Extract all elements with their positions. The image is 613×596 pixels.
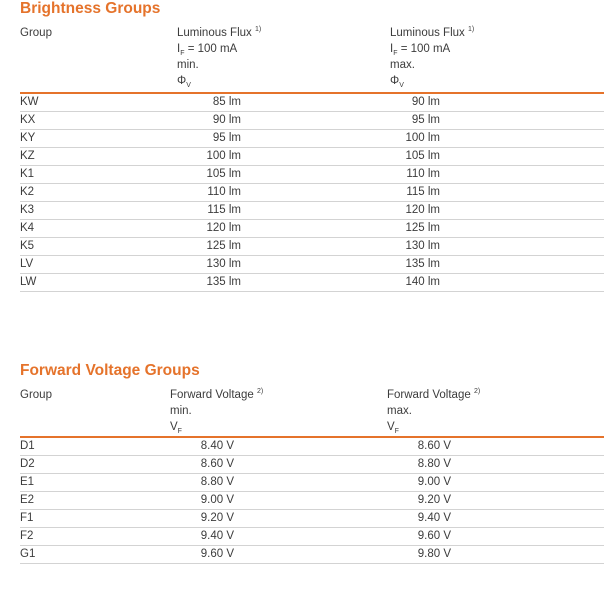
table-row: K1 105 lm 110 lm	[20, 166, 604, 184]
table-row: KW 85 lm 90 lm	[20, 94, 604, 112]
table-row: D1 8.40 V 8.60 V	[20, 438, 604, 456]
header-group: Group	[20, 27, 52, 39]
table-row: F2 9.40 V 9.60 V	[20, 528, 604, 546]
header-forward-voltage-max: Forward Voltage $^{2)}$ max. $V_F$	[387, 388, 481, 435]
header-luminous-flux-max: Luminous Flux $^{1)}$ $I_F = 100$ mA max. $\Phi_V$	[390, 26, 475, 89]
brightness-groups-title: Brightness Groups	[20, 0, 161, 17]
header-forward-voltage-min: Forward Voltage $^{2)}$ min. $V_F$	[170, 388, 264, 435]
table-row: KY 95 lm 100 lm	[20, 130, 604, 148]
brightness-table-header	[20, 25, 604, 95]
table-row: LV 130 lm 135 lm	[20, 256, 604, 274]
table-row: G1 9.60 V 9.80 V	[20, 546, 604, 564]
brightness-groups-section	[20, 0, 604, 288]
forward-voltage-groups-section	[20, 362, 604, 560]
voltage-table-body	[20, 438, 604, 564]
table-row: K4 120 lm 125 lm	[20, 220, 604, 238]
table-row: K2 110 lm 115 lm	[20, 184, 604, 202]
table-row: K3 115 lm 120 lm	[20, 202, 604, 220]
brightness-table-body	[20, 94, 604, 292]
table-row: K5 125 lm 130 lm	[20, 238, 604, 256]
table-row: E2 9.00 V 9.20 V	[20, 492, 604, 510]
table-row: F1 9.20 V 9.40 V	[20, 510, 604, 528]
table-row: LW 135 lm 140 lm	[20, 274, 604, 292]
table-row: D2 8.60 V 8.80 V	[20, 456, 604, 474]
table-row: KX 90 lm 95 lm	[20, 112, 604, 130]
header-luminous-flux-min: Luminous Flux $^{1)}$ $I_F = 100$ mA min. $\Phi_V$	[177, 26, 262, 89]
forward-voltage-groups-title: Forward Voltage Groups	[20, 362, 200, 379]
header-group: Group	[20, 389, 52, 401]
table-row: E1 8.80 V 9.00 V	[20, 474, 604, 492]
table-row: KZ 100 lm 105 lm	[20, 148, 604, 166]
